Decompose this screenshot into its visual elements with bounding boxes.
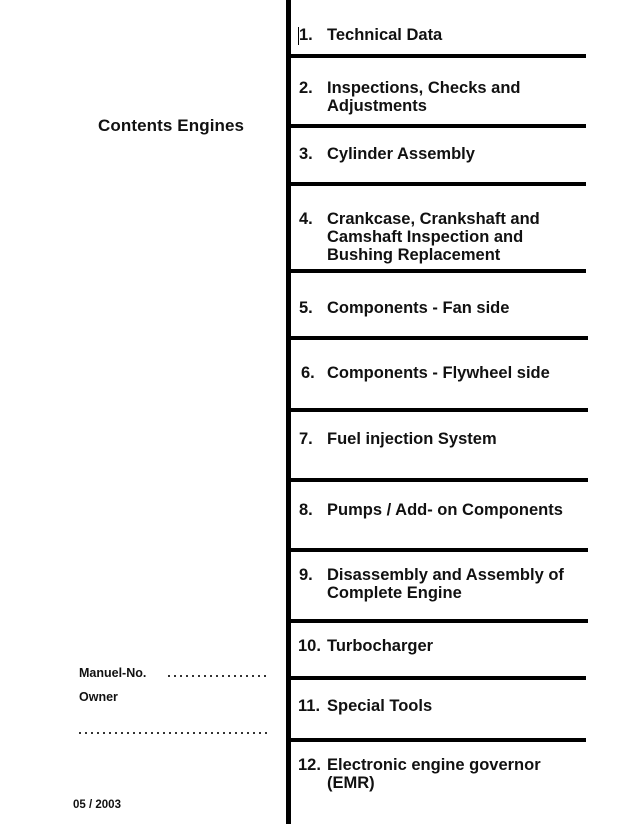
chapter-separator <box>291 478 588 482</box>
chapter-label: Components - Flywheel side <box>327 364 550 382</box>
chapter-number: 10. <box>298 637 321 655</box>
chapter-label: Inspections, Checks and Adjustments <box>327 79 521 115</box>
chapter-separator <box>291 676 586 680</box>
chapter-number: 2. <box>299 79 313 97</box>
manual-number-label: Manuel-No. <box>79 666 147 680</box>
owner-field[interactable] <box>77 732 270 734</box>
chapter-label: Electronic engine governor (EMR) <box>327 756 541 792</box>
issue-date: 05 / 2003 <box>73 799 121 811</box>
chapter-separator <box>291 738 586 742</box>
chapter-number: 8. <box>299 501 313 519</box>
chapter-separator <box>291 124 586 128</box>
chapter-number: 4. <box>299 210 313 228</box>
chapter-label: Crankcase, Crankshaft and Camshaft Inspection and Bushing Replacement <box>327 210 540 264</box>
chapter-number: 12. <box>298 756 321 774</box>
chapter-number: 9. <box>299 566 313 584</box>
chapter-number: 11. <box>298 697 321 715</box>
chapter-label: Disassembly and Assembly of Complete Engine <box>327 566 564 602</box>
chapter-separator <box>291 54 586 58</box>
page-title: Contents Engines <box>98 116 245 135</box>
chapter-number: 1. <box>299 26 313 44</box>
owner-label: Owner <box>79 690 118 704</box>
chapter-label: Components - Fan side <box>327 299 510 317</box>
chapter-separator <box>291 336 588 340</box>
chapter-number: 7. <box>299 430 313 448</box>
chapter-separator <box>291 269 586 273</box>
chapter-label: Fuel injection System <box>327 430 497 448</box>
chapter-label: Technical Data <box>327 26 443 44</box>
manual-number-field[interactable] <box>166 675 270 677</box>
chapter-separator <box>291 408 588 412</box>
chapter-separator <box>291 182 586 186</box>
chapter-number: 5. <box>299 299 313 317</box>
chapter-number: 3. <box>299 145 313 163</box>
chapter-label: Special Tools <box>327 697 433 715</box>
chapter-separator <box>291 548 588 552</box>
chapter-label: Cylinder Assembly <box>327 145 475 163</box>
chapter-separator <box>291 619 588 623</box>
chapter-label: Turbocharger <box>327 637 434 655</box>
chapter-label: Pumps / Add- on Components <box>327 501 563 519</box>
chapter-number: 6. <box>301 364 315 382</box>
